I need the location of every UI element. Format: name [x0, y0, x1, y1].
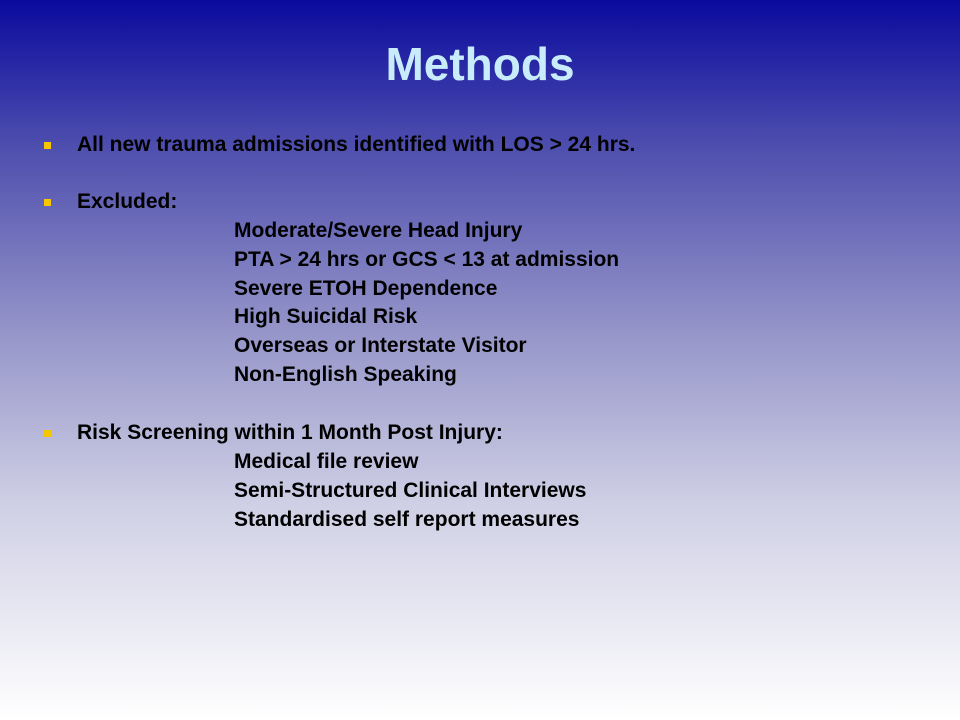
square-bullet-icon [44, 199, 51, 206]
screening-item: Semi-Structured Clinical Interviews [234, 479, 587, 502]
screening-item: Standardised self report measures [234, 508, 580, 531]
excluded-item: High Suicidal Risk [234, 305, 418, 328]
bullet-label: Excluded: [77, 190, 178, 213]
excluded-item: Moderate/Severe Head Injury [234, 219, 523, 242]
bullet-item-risk-screening [44, 418, 503, 448]
excluded-item: Non-English Speaking [234, 363, 457, 386]
excluded-item: PTA > 24 hrs or GCS < 13 at admission [234, 248, 620, 271]
screening-item: Medical file review [234, 450, 419, 473]
bullet-label: All new trauma admissions identified with LOS > 24 hrs. [77, 133, 636, 156]
excluded-item: Overseas or Interstate Visitor [234, 334, 527, 357]
square-bullet-icon [44, 142, 51, 149]
slide-title: Methods [385, 38, 575, 90]
excluded-item: Severe ETOH Dependence [234, 277, 498, 300]
bullet-item-excluded [44, 187, 177, 217]
square-bullet-icon [44, 430, 51, 437]
bullet-label: Risk Screening within 1 Month Post Injury: [77, 421, 503, 444]
bullet-item-trauma-admissions [44, 130, 635, 160]
